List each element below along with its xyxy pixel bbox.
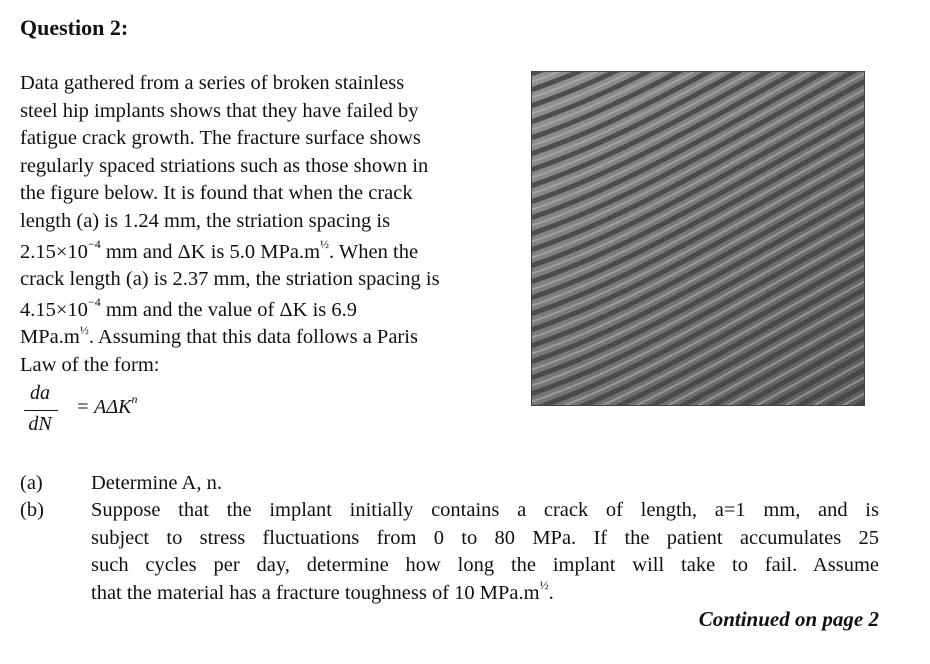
micrograph-image — [532, 72, 864, 405]
paris-law-equation — [20, 382, 220, 452]
unit-text: MPa.m — [20, 326, 80, 349]
part-line: Determine A, n. — [91, 472, 222, 494]
paragraph-line: Law of the form: — [20, 353, 160, 376]
fraction-bar — [24, 410, 58, 411]
striation-micrograph — [531, 71, 865, 406]
derivative-fraction — [20, 382, 60, 436]
paragraph-line: length (a) is 1.24 mm, the striation spacing is — [20, 209, 391, 232]
paragraph-line: crack length (a) is 2.37 mm, the striation spacing is — [20, 268, 440, 291]
rhs-text: = AΔK — [76, 396, 132, 418]
half-exponent: ½ — [79, 322, 89, 337]
paragraph-line: steel hip implants shows that they have failed by — [20, 99, 419, 122]
spacing-value-2: 4.15×10 — [20, 298, 88, 321]
fraction-numerator: da — [30, 382, 50, 404]
fraction-denominator: dN — [28, 413, 52, 435]
paragraph-line: Data gathered from a series of broken stainless — [20, 72, 405, 94]
part-label: (a) — [20, 472, 43, 494]
paragraph-line — [20, 324, 512, 352]
paragraph-text: . Assuming that this data follows a Paris — [88, 326, 418, 349]
paragraph-text: . When the — [329, 240, 419, 263]
part-label: (b) — [20, 499, 44, 521]
part-line-text: that the material has a fracture toughness of 10 MPa.m — [91, 581, 540, 604]
continued-note: Continued on page 2 — [698, 607, 879, 631]
question-title: Question 2: — [20, 15, 129, 40]
paris-exponent: n — [131, 392, 138, 407]
spacing-value-1: 2.15×10 — [20, 240, 88, 263]
part-line: subject to stress fluctuations from 0 to 80 MPa. If the patient accumulates 25 — [91, 526, 879, 549]
half-exponent: ½ — [320, 236, 330, 251]
part-text — [91, 470, 879, 498]
question-paragraph — [20, 70, 512, 380]
paragraph-line — [20, 294, 512, 325]
part-text — [91, 497, 879, 607]
period: . — [548, 581, 554, 604]
part-line — [91, 577, 879, 608]
delta-k-text: mm and the value of ΔK is 6.9 — [100, 298, 358, 321]
half-exponent: ½ — [539, 577, 549, 592]
exponent: −4 — [87, 236, 101, 251]
part-line: such cycles per day, determine how long the implant will take to fail. Assume — [91, 554, 879, 577]
paragraph-line: regularly spaced striations such as those shown in — [20, 154, 429, 177]
paragraph-line: the figure below. It is found that when the crack — [20, 182, 413, 205]
part-line: Suppose that the implant initially contains a crack of length, a=1 mm, and is — [91, 499, 879, 521]
equation-rhs — [76, 392, 138, 419]
exponent: −4 — [87, 294, 101, 309]
paragraph-line: fatigue crack growth. The fracture surface shows — [20, 127, 421, 150]
delta-k-text: mm and ΔK is 5.0 MPa.m — [100, 240, 321, 263]
paragraph-line — [20, 236, 512, 267]
